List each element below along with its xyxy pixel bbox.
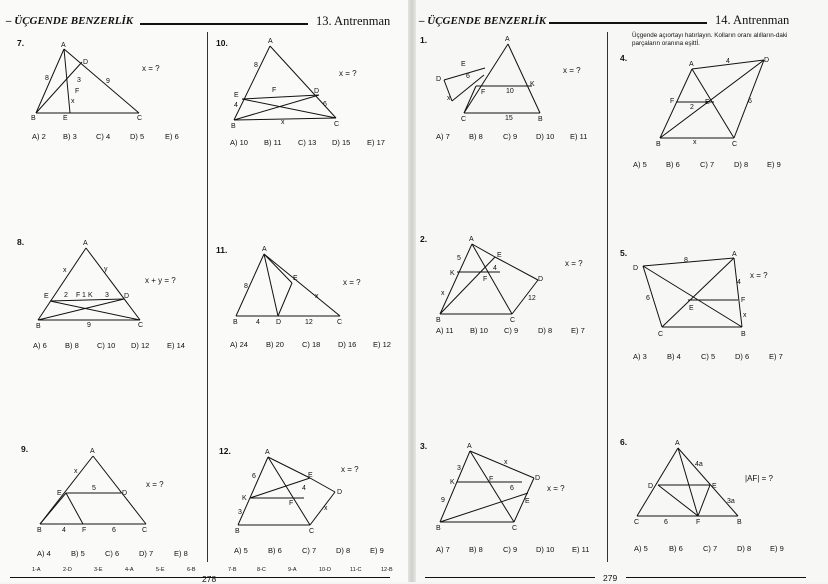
- option-d[interactable]: D) 6: [735, 352, 750, 361]
- answer-key-item: 12-B: [381, 567, 393, 573]
- answer-key-item: 8-C: [257, 567, 266, 573]
- svg-text:A: A: [689, 61, 694, 68]
- svg-text:4: 4: [62, 527, 66, 534]
- question-number: 10.: [216, 38, 228, 48]
- svg-text:6: 6: [112, 527, 116, 534]
- question-ask: |AF| = ?: [745, 474, 773, 483]
- question-number: 5.: [620, 248, 628, 258]
- svg-text:x: x: [441, 290, 445, 297]
- svg-text:4: 4: [737, 279, 741, 286]
- right-header-training: 14. Antrenman: [715, 13, 790, 27]
- svg-text:C: C: [309, 528, 315, 535]
- svg-text:3: 3: [77, 77, 81, 84]
- svg-text:3: 3: [457, 465, 461, 472]
- svg-text:B: B: [231, 123, 236, 130]
- svg-text:4: 4: [726, 58, 730, 65]
- question-ask: x = ?: [343, 278, 361, 287]
- answer-key-item: 7-B: [228, 567, 237, 573]
- option-b[interactable]: B) 5: [71, 549, 85, 558]
- svg-text:C: C: [634, 519, 640, 526]
- option-c[interactable]: C) 9: [503, 545, 518, 554]
- answer-options: [436, 132, 587, 141]
- svg-text:D: D: [648, 483, 654, 490]
- svg-text:6: 6: [252, 473, 256, 480]
- svg-text:F: F: [75, 88, 80, 95]
- svg-text:D: D: [83, 59, 89, 66]
- footer-rule: [10, 577, 390, 578]
- answer-key-item: 4-A: [125, 567, 134, 573]
- svg-text:C: C: [732, 141, 738, 148]
- svg-text:8: 8: [254, 62, 258, 69]
- svg-text:C: C: [142, 527, 148, 534]
- option-d[interactable]: D) 8: [737, 544, 752, 553]
- svg-text:B: B: [36, 323, 41, 330]
- option-e[interactable]: E) 12: [373, 340, 391, 349]
- answer-options: [230, 138, 385, 147]
- svg-text:A: A: [675, 440, 680, 447]
- svg-text:B: B: [436, 525, 441, 532]
- right-page: [414, 0, 828, 582]
- svg-text:B: B: [235, 528, 240, 535]
- hint-note: Üçgende açıortayı hatırlayın. Kolların oranı alılların-daki parçaların oranına eşittİ.: [632, 32, 788, 47]
- option-e[interactable]: E) 7: [769, 352, 783, 361]
- svg-text:9: 9: [87, 322, 91, 329]
- svg-text:E: E: [44, 293, 49, 300]
- svg-text:B: B: [37, 527, 42, 534]
- option-c[interactable]: C) 18: [302, 340, 321, 349]
- option-e[interactable]: E) 11: [572, 545, 590, 554]
- svg-text:1: 1: [82, 292, 86, 299]
- option-a[interactable]: A) 24: [230, 340, 248, 349]
- option-b[interactable]: B) 4: [667, 352, 681, 361]
- question-number: 8.: [17, 237, 25, 247]
- option-a[interactable]: A) 4: [37, 549, 51, 558]
- question-number: 12.: [219, 446, 231, 456]
- svg-text:A: A: [61, 42, 66, 49]
- svg-text:x: x: [71, 98, 75, 105]
- option-e[interactable]: E) 6: [165, 132, 179, 141]
- svg-text:F: F: [289, 500, 294, 507]
- option-c[interactable]: C) 7: [700, 160, 715, 169]
- option-b[interactable]: B) 8: [469, 545, 483, 554]
- svg-text:C: C: [137, 115, 143, 122]
- option-b[interactable]: B) 20: [266, 340, 284, 349]
- left-header-title: – ÜÇGENDE BENZERLİK: [6, 15, 134, 27]
- book-gutter: [408, 0, 416, 582]
- svg-text:E: E: [234, 92, 239, 99]
- question-ask: x = ?: [750, 271, 768, 280]
- question-ask: x + y = ?: [145, 276, 176, 285]
- left-header-rule: [140, 23, 308, 25]
- question-ask: x = ?: [341, 465, 359, 474]
- option-a[interactable]: A) 7: [436, 545, 450, 554]
- svg-text:B: B: [31, 115, 36, 122]
- answer-options: [634, 544, 784, 553]
- svg-text:8: 8: [45, 75, 49, 82]
- option-c[interactable]: C) 10: [97, 341, 116, 350]
- svg-text:E: E: [497, 252, 502, 259]
- svg-text:4: 4: [302, 485, 306, 492]
- answer-options: [230, 340, 391, 349]
- answer-key-item: 5-E: [156, 567, 165, 573]
- svg-text:10: 10: [506, 88, 514, 95]
- svg-text:E: E: [689, 305, 694, 312]
- svg-text:B: B: [233, 319, 238, 326]
- svg-text:F: F: [272, 87, 277, 94]
- svg-text:B: B: [741, 331, 746, 338]
- option-b[interactable]: B) 10: [470, 326, 488, 335]
- svg-text:2: 2: [64, 292, 68, 299]
- option-d[interactable]: D) 12: [131, 341, 150, 350]
- option-a[interactable]: A) 10: [230, 138, 248, 147]
- svg-text:D: D: [337, 489, 343, 496]
- svg-text:C: C: [510, 317, 516, 324]
- svg-text:E: E: [712, 483, 717, 490]
- svg-text:4: 4: [234, 102, 238, 109]
- svg-text:K: K: [450, 270, 455, 277]
- svg-text:D: D: [124, 293, 130, 300]
- svg-text:12: 12: [528, 295, 536, 302]
- svg-text:K: K: [450, 479, 455, 486]
- svg-text:4: 4: [256, 319, 260, 326]
- svg-text:E: E: [461, 61, 466, 68]
- svg-text:A: A: [83, 240, 88, 247]
- svg-text:8: 8: [244, 283, 248, 290]
- svg-text:D: D: [314, 88, 320, 95]
- option-d[interactable]: D) 16: [338, 340, 357, 349]
- svg-text:3: 3: [238, 509, 242, 516]
- svg-text:x: x: [324, 505, 328, 512]
- svg-text:x: x: [743, 312, 747, 319]
- option-e[interactable]: E) 9: [767, 160, 781, 169]
- right-header-rule: [549, 22, 707, 24]
- svg-text:E: E: [57, 490, 62, 497]
- svg-text:3: 3: [105, 292, 109, 299]
- answer-key-item: 1-A: [32, 567, 41, 573]
- svg-text:A: A: [90, 448, 95, 455]
- svg-text:E: E: [293, 275, 298, 282]
- svg-text:K: K: [530, 81, 535, 88]
- option-d[interactable]: D) 10: [536, 132, 555, 141]
- question-ask: x = ?: [565, 259, 583, 268]
- svg-text:x: x: [74, 468, 78, 475]
- option-d[interactable]: D) 8: [538, 326, 553, 335]
- page-number: 278: [202, 574, 217, 584]
- svg-text:9: 9: [441, 497, 445, 504]
- option-c[interactable]: C) 5: [701, 352, 716, 361]
- option-c[interactable]: C) 13: [298, 138, 317, 147]
- answer-key-item: 11-C: [350, 567, 362, 573]
- answer-key: [32, 567, 393, 573]
- svg-text:D: D: [122, 490, 128, 497]
- svg-text:A: A: [469, 236, 474, 243]
- svg-text:4: 4: [493, 265, 497, 272]
- right-header-title: – ÜÇGENDE BENZERLİK: [419, 15, 547, 27]
- svg-text:B: B: [538, 116, 543, 123]
- svg-text:x: x: [447, 95, 451, 102]
- svg-text:B: B: [737, 519, 742, 526]
- question-number: 11.: [216, 245, 228, 255]
- svg-text:5: 5: [457, 255, 461, 262]
- svg-text:x: x: [63, 267, 67, 274]
- svg-text:4a: 4a: [695, 461, 703, 468]
- option-c[interactable]: C) 7: [302, 546, 317, 555]
- option-b[interactable]: B) 8: [65, 341, 79, 350]
- answer-options: [234, 546, 384, 555]
- option-a[interactable]: A) 3: [633, 352, 647, 361]
- svg-text:K: K: [88, 292, 93, 299]
- option-c[interactable]: C) 9: [503, 132, 518, 141]
- svg-text:F: F: [82, 527, 87, 534]
- footer-rule: [626, 577, 806, 578]
- svg-text:C: C: [658, 331, 664, 338]
- question-number: 4.: [620, 53, 628, 63]
- answer-key-item: 10-D: [319, 567, 331, 573]
- svg-text:F: F: [489, 476, 494, 483]
- option-b[interactable]: B) 8: [469, 132, 483, 141]
- option-e[interactable]: E) 9: [770, 544, 784, 553]
- svg-text:F: F: [741, 297, 746, 304]
- question-ask: x = ?: [146, 480, 164, 489]
- left-header-training: 13. Antrenman: [316, 14, 391, 28]
- svg-text:D: D: [276, 319, 282, 326]
- svg-text:6: 6: [748, 98, 752, 105]
- answer-options: [32, 132, 179, 141]
- question-number: 6.: [620, 437, 628, 447]
- svg-text:A: A: [732, 251, 737, 258]
- svg-text:6: 6: [466, 73, 470, 80]
- svg-text:E: E: [525, 498, 530, 505]
- svg-text:F: F: [696, 519, 701, 526]
- svg-text:6: 6: [510, 485, 514, 492]
- svg-text:3a: 3a: [727, 498, 735, 505]
- option-a[interactable]: A) 11: [436, 326, 454, 335]
- option-d[interactable]: D) 5: [130, 132, 145, 141]
- option-d[interactable]: D) 15: [332, 138, 351, 147]
- answer-options: [33, 341, 185, 350]
- option-a[interactable]: A) 5: [234, 546, 248, 555]
- footer-rule: [425, 577, 595, 578]
- option-c[interactable]: C) 4: [96, 132, 111, 141]
- svg-text:E: E: [308, 472, 313, 479]
- svg-text:12: 12: [305, 319, 313, 326]
- svg-text:D: D: [436, 76, 442, 83]
- option-e[interactable]: E) 8: [174, 549, 188, 558]
- answer-key-item: 2-D: [63, 567, 72, 573]
- answer-options: [633, 352, 783, 361]
- svg-text:6: 6: [323, 101, 327, 108]
- answer-options: [436, 326, 585, 335]
- option-b[interactable]: B) 6: [666, 160, 680, 169]
- question-ask: x = ?: [547, 484, 565, 493]
- option-e[interactable]: E) 17: [367, 138, 385, 147]
- option-c[interactable]: C) 6: [105, 549, 120, 558]
- svg-text:K: K: [242, 495, 247, 502]
- svg-text:C: C: [337, 319, 343, 326]
- page-number: 279: [603, 573, 618, 583]
- svg-text:A: A: [262, 246, 267, 253]
- left-column-divider: [207, 32, 208, 562]
- option-e[interactable]: E) 9: [370, 546, 384, 555]
- option-e[interactable]: E) 11: [570, 132, 588, 141]
- answer-options: [436, 545, 589, 554]
- option-e[interactable]: E) 14: [167, 341, 185, 350]
- right-column-divider: [607, 32, 608, 562]
- question-ask: x = ?: [339, 69, 357, 78]
- option-d[interactable]: D) 8: [336, 546, 351, 555]
- svg-text:C: C: [461, 116, 467, 123]
- svg-text:x: x: [315, 293, 319, 300]
- answer-key-item: 3-E: [94, 567, 103, 573]
- option-a[interactable]: A) 5: [634, 544, 648, 553]
- answer-key-item: 9-A: [288, 567, 297, 573]
- svg-text:A: A: [505, 36, 510, 43]
- svg-text:A: A: [467, 443, 472, 450]
- svg-text:A: A: [268, 38, 273, 45]
- svg-text:C: C: [512, 525, 518, 532]
- svg-text:D: D: [633, 265, 639, 272]
- option-c[interactable]: C) 7: [703, 544, 718, 553]
- option-d[interactable]: D) 10: [536, 545, 555, 554]
- option-a[interactable]: A) 2: [32, 132, 46, 141]
- svg-text:F: F: [483, 276, 488, 283]
- option-d[interactable]: D) 8: [734, 160, 749, 169]
- svg-text:D: D: [764, 57, 770, 64]
- question-number: 1.: [420, 35, 428, 45]
- option-d[interactable]: D) 7: [139, 549, 154, 558]
- svg-text:x: x: [504, 459, 508, 466]
- option-b[interactable]: B) 11: [264, 138, 282, 147]
- answer-options: [633, 160, 781, 169]
- svg-text:8: 8: [684, 257, 688, 264]
- svg-text:15: 15: [505, 115, 513, 122]
- svg-text:E: E: [63, 115, 68, 122]
- svg-text:F: F: [481, 89, 486, 96]
- svg-text:5: 5: [92, 485, 96, 492]
- svg-text:C: C: [334, 121, 340, 128]
- svg-text:D: D: [538, 276, 544, 283]
- svg-text:y: y: [104, 266, 108, 273]
- svg-text:B: B: [436, 317, 441, 324]
- svg-text:B: B: [656, 141, 661, 148]
- svg-text:x: x: [693, 139, 697, 146]
- svg-text:F: F: [76, 292, 81, 299]
- option-b[interactable]: B) 6: [268, 546, 282, 555]
- svg-text:C: C: [138, 322, 144, 329]
- svg-text:F: F: [670, 98, 675, 105]
- svg-text:D: D: [535, 475, 541, 482]
- question-number: 2.: [420, 234, 428, 244]
- svg-text:2: 2: [690, 104, 694, 111]
- option-a[interactable]: A) 6: [33, 341, 47, 350]
- svg-text:x: x: [281, 119, 285, 126]
- svg-text:6: 6: [664, 519, 668, 526]
- answer-options: [37, 549, 188, 558]
- option-c[interactable]: C) 9: [504, 326, 519, 335]
- option-b[interactable]: B) 6: [669, 544, 683, 553]
- question-ask: x = ?: [142, 64, 160, 73]
- option-a[interactable]: A) 5: [633, 160, 647, 169]
- option-e[interactable]: E) 7: [571, 326, 585, 335]
- svg-text:9: 9: [106, 78, 110, 85]
- question-ask: x = ?: [563, 66, 581, 75]
- option-b[interactable]: B) 3: [63, 132, 77, 141]
- option-a[interactable]: A) 7: [436, 132, 450, 141]
- answer-key-item: 6-B: [187, 567, 196, 573]
- svg-text:A: A: [265, 449, 270, 456]
- question-number: 3.: [420, 441, 428, 451]
- svg-text:6: 6: [646, 295, 650, 302]
- question-number: 7.: [17, 38, 25, 48]
- svg-text:E: E: [705, 99, 710, 106]
- question-number: 9.: [21, 444, 29, 454]
